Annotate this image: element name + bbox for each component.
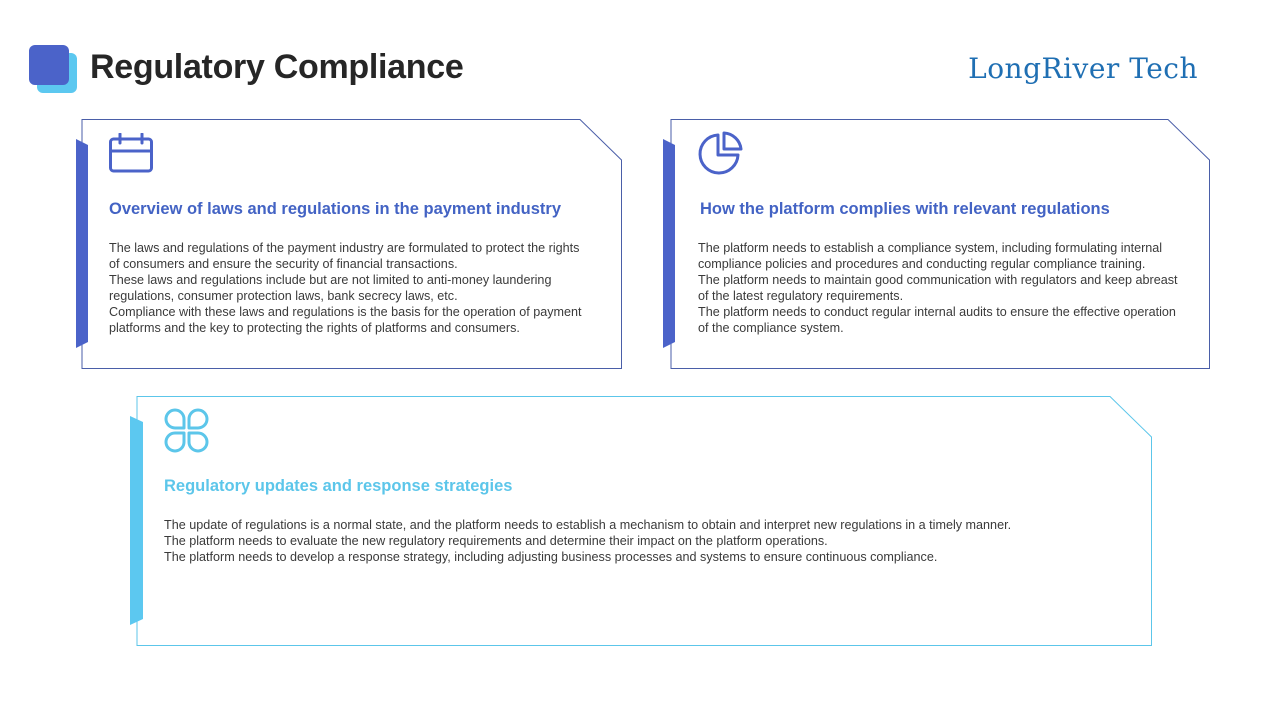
card-body (164, 517, 1134, 565)
card-paragraph: The platform needs to conduct regular internal audits to ensure the effective operation of the compliance system. (698, 305, 1176, 335)
card-paragraph: The laws and regulations of the payment industry are formulated to protect the rights of consumers and ensure the security of financial transactions. (109, 241, 580, 271)
card-regulatory-updates (130, 396, 1152, 646)
card-body (698, 240, 1188, 336)
card-paragraph: Compliance with these laws and regulations is the basis for the operation of payment platforms and the key to protecting the rights of platforms and consumers. (109, 305, 582, 335)
logo-mark (29, 45, 79, 95)
calendar-icon (109, 133, 153, 173)
clover-icon (164, 408, 210, 454)
card-paragraph: The platform needs to establish a compliance system, including formulating internal compliance policies and procedures and conducting regular compliance training. (698, 241, 1163, 271)
card-heading: How the platform complies with relevant regulations (700, 200, 1110, 218)
card-heading: Overview of laws and regulations in the payment industry (109, 200, 562, 218)
card-paragraph: The update of regulations is a normal state, and the platform needs to establish a mechanism to obtain and interpret new regulations in a timely manner. (164, 518, 1012, 532)
card-body (109, 240, 589, 336)
page-title: Regulatory Compliance (90, 48, 464, 86)
logo-square-front (29, 45, 69, 85)
card-laws-overview (76, 119, 622, 369)
card-paragraph: The platform needs to maintain good communication with regulators and keep abreast of the latest regulatory requirements. (698, 273, 1178, 303)
card-paragraph: These laws and regulations include but are not limited to anti-money laundering regulations, consumer protection laws, bank secrecy laws, etc. (109, 273, 552, 303)
brand-name: LongRiver Tech (968, 52, 1198, 85)
card-heading: Regulatory updates and response strategies (164, 477, 513, 495)
card-paragraph: The platform needs to evaluate the new regulatory requirements and determine their impact on the platform operations. (164, 534, 828, 548)
pie-chart-icon (698, 131, 744, 177)
card-paragraph: The platform needs to develop a response strategy, including adjusting business processes and systems to ensure continuous compliance. (164, 550, 938, 564)
card-platform-compliance (663, 119, 1210, 369)
